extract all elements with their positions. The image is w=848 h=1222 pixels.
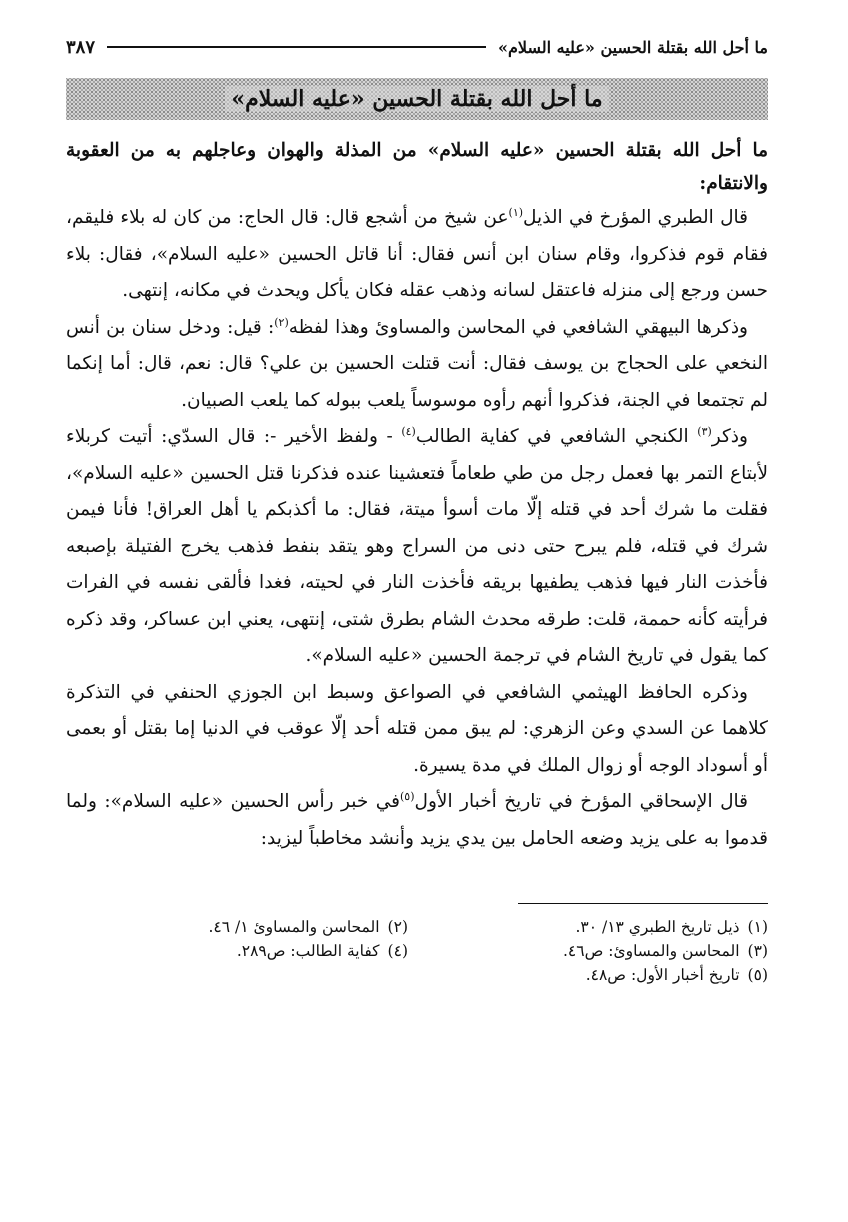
paragraph-bayhaqi: وذكرها البيهقي الشافعي في المحاسن والمساوئ وهذا لفظه$^{(٢)}$: قيل: ودخل سنان بن أنس النخعي على الحجاج بن يوسف فقال: أنت قتلت الحسين بن علي؟ قال: نعم، قال: أما إنكما لم تجتمعا في الجنة، فذكروا أنهم رأوه موسوساً يلعب ببوله كما يلعب الصبيان.: [66, 315, 768, 411]
paragraph-ishaqi: قال الإسحاقي المؤرخ في تاريخ أخبار الأول$^{(٥)}$في خبر رأس الحسين «عليه السلام»: ولما قدموا به على يزيد وضعه الحامل بين يدي يزيد وأنشد مخاطباً ليزيد:: [66, 789, 768, 849]
section-lead: ما أحل الله بقتلة الحسين «عليه السلام» من المذلة والهوان وعاجلهم به من العقوبة والانتقام:: [66, 140, 768, 194]
footnote-item: (٢)المحاسن والمساوئ ١/ ٤٦.: [208, 918, 408, 936]
paragraph-tabari: قال الطبري المؤرخ في الذيل$^{(١)}$عن شيخ من أشجع قال: قال الحاج: من كان له بلاء فليقم، فقام قوم فذكروا، وقام سنان ابن أنس فقال: أنا قاتل الحسين «عليه السلام»، فقال: بلاء حسن ورجع إلى منزله فاعتقل لسانه وذهب عقله فكان يأكل ويحدث في مكانه، إنتهى.: [66, 205, 768, 301]
paragraph-kanji: وذكر$^{(٣)}$ الكنجي الشافعي في كفاية الطالب$^{(٤)}$ - ولفظ الأخير -: قال السدّي: أتيت كربلاء لأبتاع التمر بها فعمل رجل من طي طعاماً فتعشينا عنده فذكرنا قتل الحسين «عليه السلام»، فقلت ما شرك أحد في قتله إلّا مات أسوأ ميتة، فقال: ما أكذبكم يا أهل العراق! فأنا فيمن شرك في قتله، فلم يبرح حتى دنى من السراج وهو يتقد بنفط فذهب يخرج الفتيلة بإصبعه فأخذت النار فيها فذهب يطفيها بريقه فأخذت النار في لحيته، فغدا فألقى نفسه في الفرات فرأيته كأنه حممة، قلت: طرقه محدث الشام بطرق شتى، إنتهى، يعني ابن عساكر، وقد ذكره كما يقول في تاريخ الشام في ترجمة الحسين «عليه السلام».: [66, 424, 768, 666]
footnote-rule: [518, 903, 768, 904]
book-page: [66, 30, 768, 986]
footnote-ref: (٣): [697, 424, 712, 438]
section-title: ما أحل الله بقتلة الحسين «عليه السلام»: [225, 86, 608, 112]
running-header: [66, 30, 768, 64]
section-banner: [66, 78, 768, 120]
running-title: ما أحل الله بقتلة الحسين «عليه السلام»: [498, 37, 768, 57]
footnote-item: (٥)تاريخ أخبار الأول: ص٤٨.: [585, 966, 768, 984]
footnotes: [66, 916, 768, 986]
footnote-ref: (٢): [274, 315, 289, 329]
footnote-item: (٤)كفاية الطالب: ص٢٨٩.: [236, 942, 408, 960]
footnote-ref: (٤): [401, 424, 416, 438]
paragraph-haythami: وذكره الحافظ الهيثمي الشافعي في الصواعق وسبط ابن الجوزي الحنفي في التذكرة كلاهما عن السدي وعن الزهري: لم يبق ممن قتله أحد إلّا عوقب في الدنيا إما بقتل أو بعمى أو أسوداد الوجه أو زوال الملك في مدة يسيرة.: [66, 681, 768, 776]
footnote-ref: (١): [508, 205, 524, 219]
footnote-item: (٣)المحاسن والمساوئ: ص٤٦.: [562, 942, 768, 960]
header-rule: [107, 46, 486, 48]
footnote-ref: (٥): [400, 789, 415, 803]
page-number: ٣٨٧: [66, 36, 96, 58]
footnote-item: (١)ذيل تاريخ الطبري ١٣/ ٣٠.: [575, 918, 768, 936]
